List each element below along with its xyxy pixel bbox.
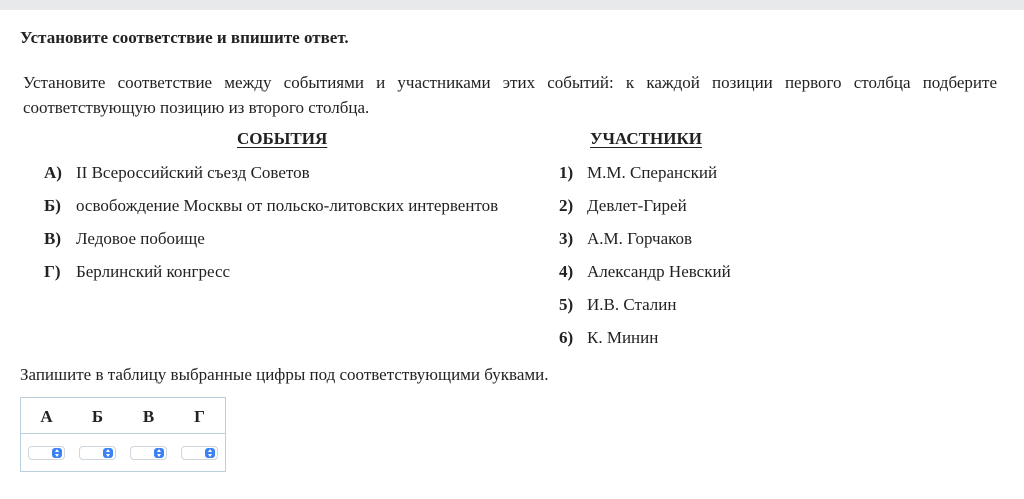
event-marker: А) bbox=[44, 163, 62, 182]
participant-marker: 3) bbox=[559, 229, 574, 248]
participant-item bbox=[559, 262, 731, 282]
participant-text: К. Минин bbox=[587, 328, 659, 347]
event-marker: Г) bbox=[44, 262, 61, 281]
top-bar bbox=[0, 0, 1024, 10]
participant-text: М.М. Сперанский bbox=[587, 163, 718, 182]
events-column-title: СОБЫТИЯ bbox=[237, 129, 328, 148]
participant-text: Александр Невский bbox=[587, 262, 731, 281]
event-item bbox=[44, 196, 498, 216]
event-item bbox=[44, 229, 205, 249]
chevron-updown-icon bbox=[103, 448, 113, 458]
participant-item bbox=[559, 163, 717, 183]
participant-marker: 6) bbox=[559, 328, 574, 347]
participant-item bbox=[559, 196, 687, 216]
answer-header-a: А bbox=[40, 407, 53, 426]
event-marker: Б) bbox=[44, 196, 61, 215]
participant-marker: 1) bbox=[559, 163, 574, 182]
participant-marker: 5) bbox=[559, 295, 574, 314]
participant-item bbox=[559, 229, 692, 249]
task-intro: Установите соответствие между событиями и участниками этих событий: к каждой позиции первого столбца подберите соответствующую позицию из второго столбца. bbox=[23, 73, 997, 117]
event-item bbox=[44, 163, 310, 183]
participant-marker: 2) bbox=[559, 196, 574, 215]
participant-text: А.М. Горчаков bbox=[587, 229, 693, 248]
chevron-updown-icon bbox=[52, 448, 62, 458]
participant-text: И.В. Сталин bbox=[587, 295, 677, 314]
event-text: II Всероссийский съезд Советов bbox=[76, 163, 310, 182]
answer-header-v: В bbox=[142, 407, 155, 426]
chevron-updown-icon bbox=[154, 448, 164, 458]
participant-text: Девлет-Гирей bbox=[587, 196, 687, 215]
participant-item bbox=[559, 328, 658, 348]
participant-marker: 4) bbox=[559, 262, 574, 281]
task-heading: Установите соответствие и впишите ответ. bbox=[20, 28, 349, 47]
event-text: освобождение Москвы от польско-литовских интервентов bbox=[76, 196, 499, 215]
event-text: Берлинский конгресс bbox=[76, 262, 231, 281]
answer-select-b[interactable] bbox=[79, 446, 116, 460]
answer-select-g[interactable] bbox=[181, 446, 218, 460]
participant-item bbox=[559, 295, 677, 315]
participants-column-title: УЧАСТНИКИ bbox=[590, 129, 702, 148]
event-marker: В) bbox=[44, 229, 61, 248]
answer-table bbox=[20, 397, 226, 472]
answer-header-b: Б bbox=[91, 407, 104, 426]
answer-select-v[interactable] bbox=[130, 446, 167, 460]
event-item bbox=[44, 262, 230, 282]
answer-instruction: Запишите в таблицу выбранные цифры под соответствующими буквами. bbox=[20, 365, 549, 384]
answer-select-a[interactable] bbox=[28, 446, 65, 460]
chevron-updown-icon bbox=[205, 448, 215, 458]
answer-table-header bbox=[21, 398, 225, 434]
answer-header-g: Г bbox=[194, 407, 205, 426]
event-text: Ледовое побоище bbox=[76, 229, 205, 248]
